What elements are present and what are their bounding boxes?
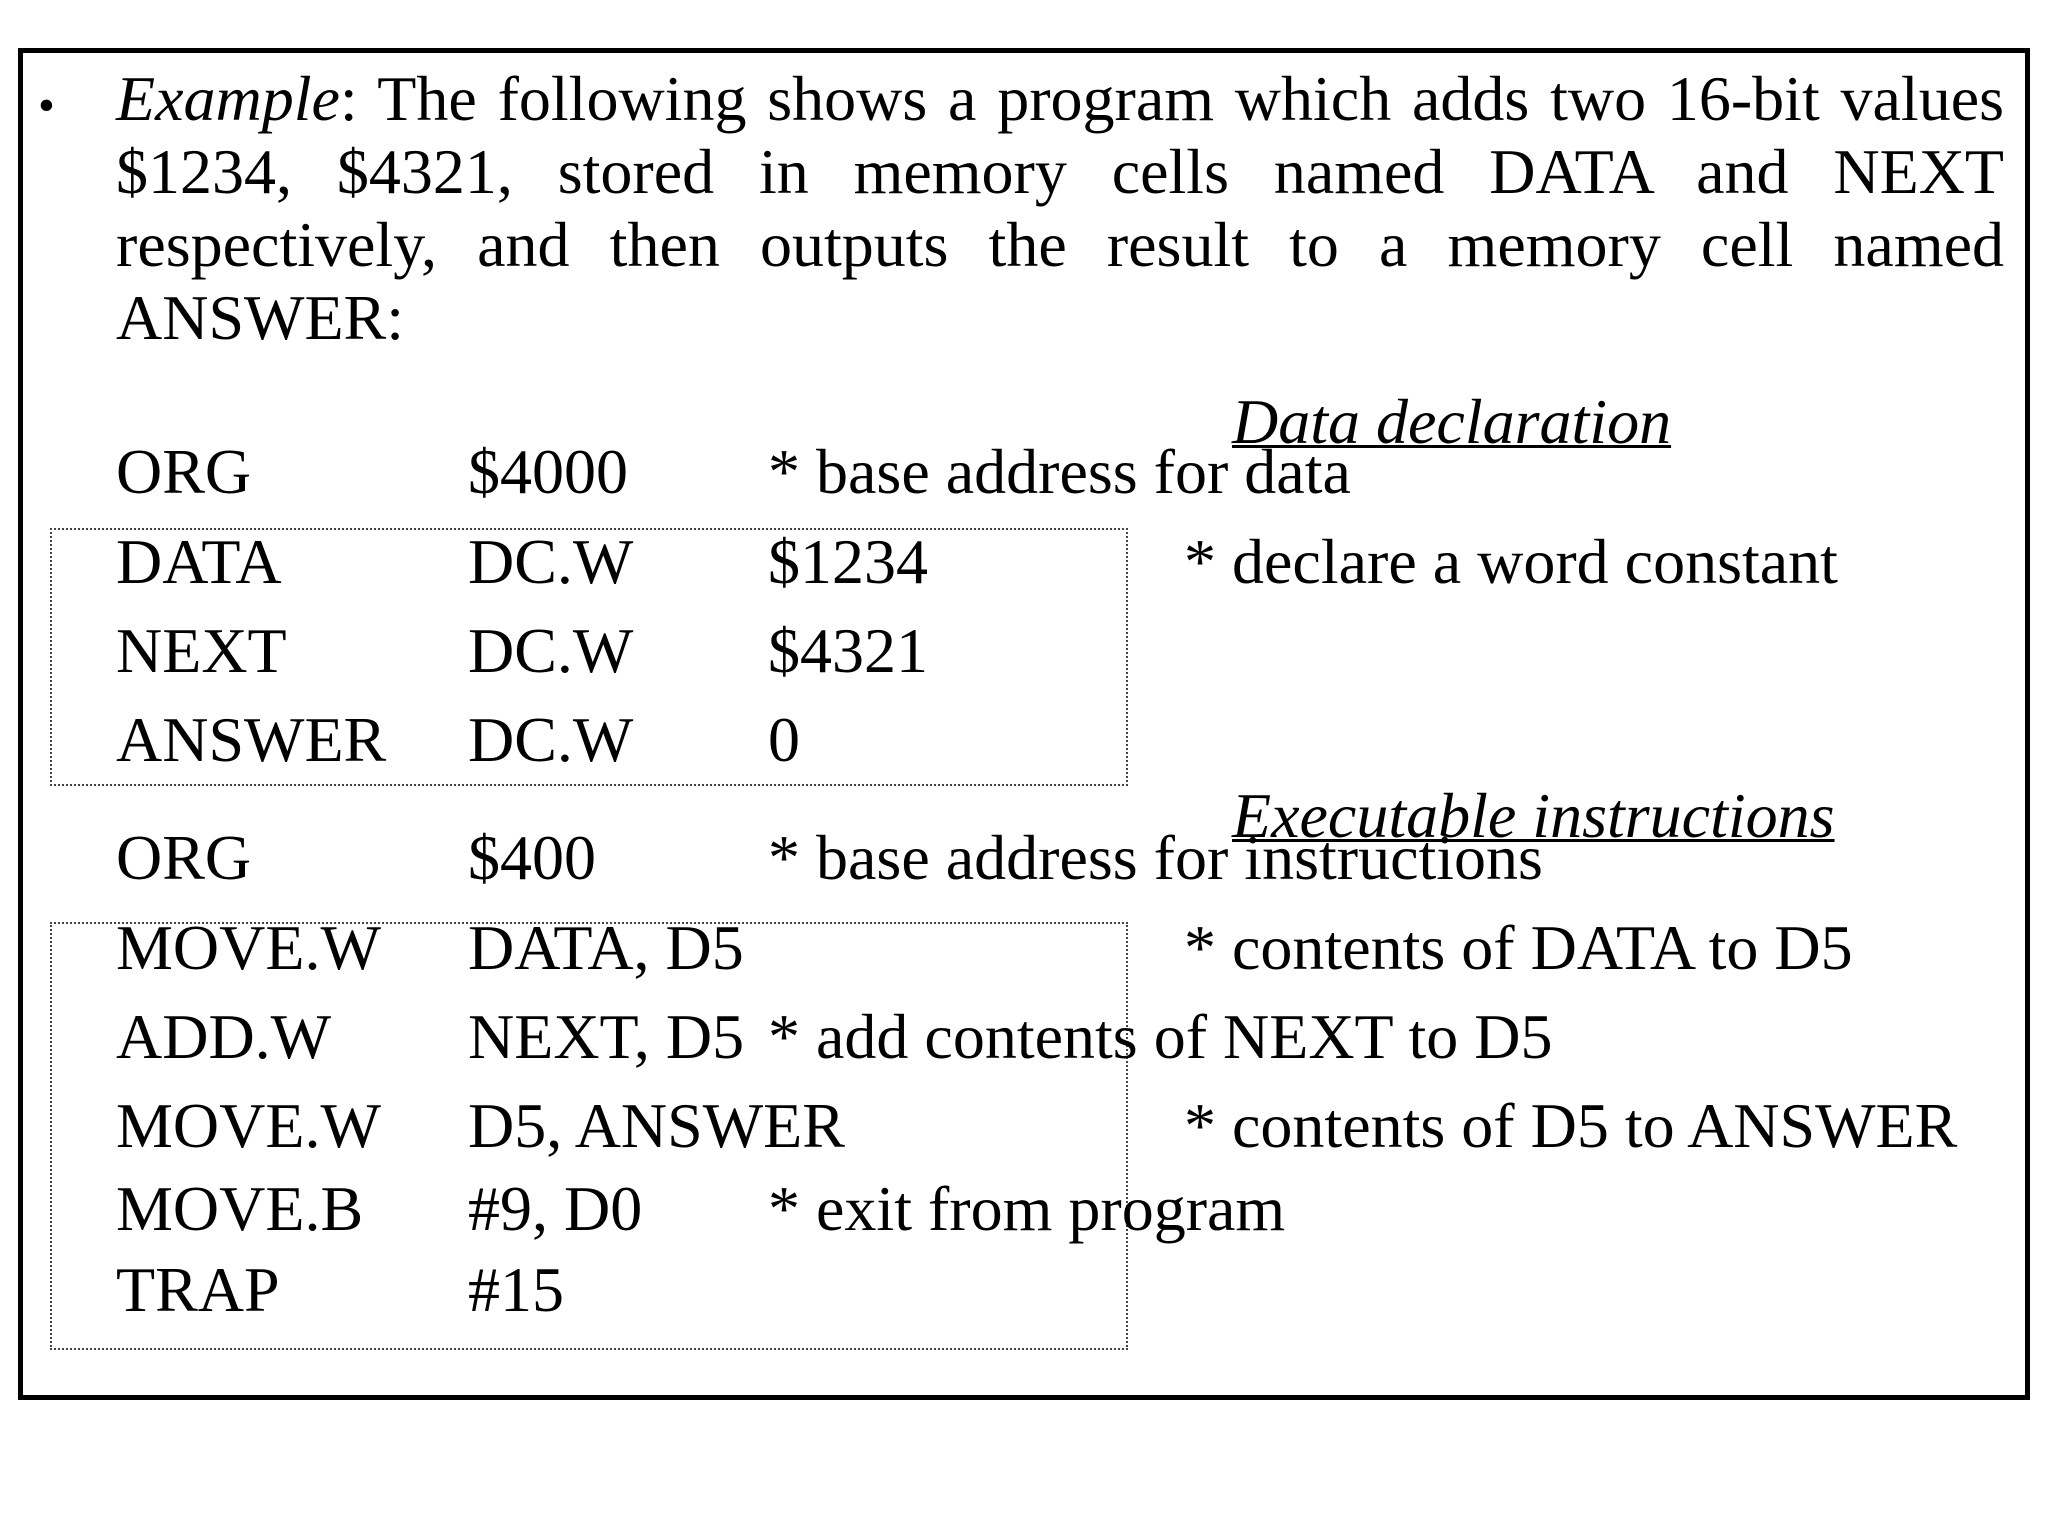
code-line: [0, 1173, 2048, 1245]
intro-paragraph: [116, 62, 2004, 354]
code-line: [0, 615, 2048, 687]
data-declaration-heading: Data declaration: [1232, 386, 1672, 457]
code-label: DATA: [116, 526, 282, 597]
code-line: [0, 1254, 2048, 1326]
code-label: NEXT: [116, 615, 287, 686]
code-label: ORG: [116, 436, 252, 507]
code-operand: $4000: [468, 436, 628, 507]
code-operand: $400: [468, 822, 596, 893]
code-argument: * base address for data: [768, 436, 1351, 507]
intro-text: : The following shows a program which adds two 16-bit values $1234, $4321, stored in memory cells named DATA and NEXT respectively, and then outputs the result to a memory cell named ANSWER:: [116, 63, 2004, 353]
code-argument: $1234: [768, 526, 928, 597]
code-operand: NEXT, D5: [468, 1001, 745, 1072]
code-comment: * declare a word constant: [1184, 526, 1838, 597]
code-line: [0, 1001, 2048, 1073]
code-label: ORG: [116, 822, 252, 893]
code-argument: * exit from program: [768, 1173, 1286, 1244]
code-line: [0, 822, 2048, 894]
code-label: MOVE.W: [116, 1090, 381, 1161]
code-line: [0, 1090, 2048, 1162]
intro-lead: Example: [116, 63, 340, 134]
code-label: MOVE.W: [116, 912, 381, 983]
code-label: ANSWER: [116, 704, 387, 775]
code-operand: D5, ANSWER: [468, 1090, 845, 1161]
executable-instructions-heading: Executable instructions: [1232, 780, 1835, 851]
code-operand: DC.W: [468, 526, 634, 597]
code-label: TRAP: [116, 1254, 280, 1325]
code-line: [0, 912, 2048, 984]
code-operand: DC.W: [468, 704, 634, 775]
code-label: MOVE.B: [116, 1173, 364, 1244]
code-line: [0, 526, 2048, 598]
bullet-point: •: [38, 79, 55, 132]
code-argument: 0: [768, 704, 800, 775]
code-argument: * base address for instructions: [768, 822, 1543, 893]
code-comment: * contents of DATA to D5: [1184, 912, 1853, 983]
code-operand: DC.W: [468, 615, 634, 686]
code-line: [0, 436, 2048, 508]
code-operand: #15: [468, 1254, 564, 1325]
code-argument: $4321: [768, 615, 928, 686]
code-comment: * contents of D5 to ANSWER: [1184, 1090, 1958, 1161]
code-operand: DATA, D5: [468, 912, 744, 983]
code-operand: #9, D0: [468, 1173, 643, 1244]
code-label: ADD.W: [116, 1001, 332, 1072]
code-argument: * add contents of NEXT to D5: [768, 1001, 1553, 1072]
code-line: [0, 704, 2048, 776]
